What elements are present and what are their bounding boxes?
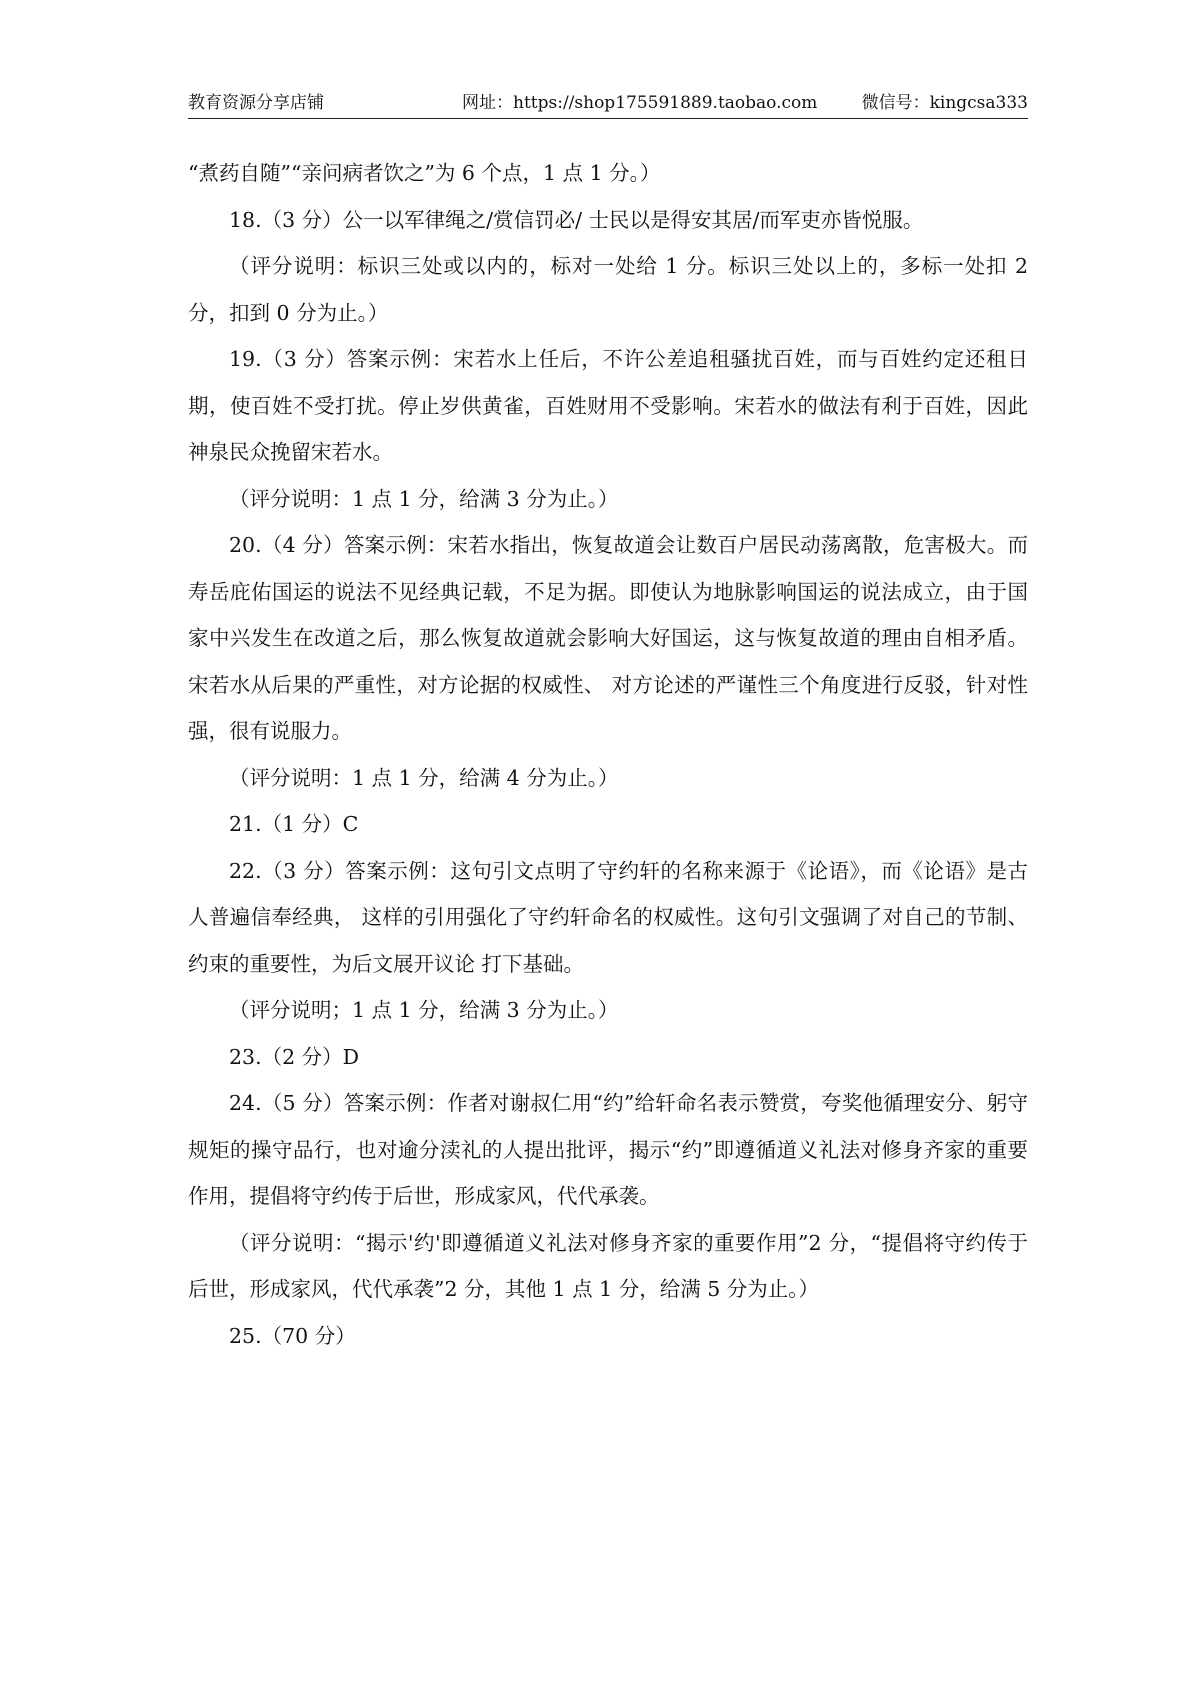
scoring-note-19: （评分说明：1 点 1 分，给满 3 分为止。） bbox=[229, 486, 619, 511]
scoring-note-18: （评分说明：标识三处或以内的，标对一处给 1 分。标识三处以上的，多标一处扣 2 分，扣到 0 分为止。） bbox=[188, 254, 1028, 325]
answer-24: 24.（5 分）答案示例：作者对谢叔仁用“约”给轩命名表示赞赏，夸奖他循理安分、躬守规矩的操守品行，也对逾分渎礼的人提出批评，揭示“约”即遵循道义礼法对修身齐家的重要作用，提倡将守约传于后世，形成家风，代代承袭。 bbox=[188, 1091, 1028, 1208]
answer-23: 23.（2 分）D bbox=[229, 1044, 360, 1069]
answer-19: 19.（3 分）答案示例：宋若水上任后，不许公差追租骚扰百姓，而与百姓约定还租日期，使百姓不受打扰。停止岁供黄雀，百姓财用不受影响。宋若水的做法有利于百姓，因此神泉民众挽留宋若水。 bbox=[188, 347, 1028, 464]
continuation-line: “煮药自随”“亲问病者饮之”为 6 个点，1 点 1 分。） bbox=[188, 161, 661, 185]
scoring-note-22: （评分说明；1 点 1 分，给满 3 分为止。） bbox=[229, 998, 619, 1022]
answer-22: 22.（3 分）答案示例：这句引文点明了守约轩的名称来源于《论语》，而《论语》是古人普遍信奉经典， 这样的引用强化了守约轩命名的权威性。这句引文强调了对自己的节制、约束的重要性，为后文展开议论 打下基础。 bbox=[188, 858, 1028, 976]
answer-25: 25.（70 分） bbox=[229, 1323, 356, 1348]
answer-21: 21.（1 分）C bbox=[229, 812, 359, 836]
scoring-note-20: （评分说明：1 点 1 分，给满 4 分为止。） bbox=[229, 765, 619, 790]
shop-name: 教育资源分享店铺 bbox=[188, 93, 324, 113]
shop-url: 网址：https://shop175591889.taobao.com bbox=[462, 93, 818, 113]
answer-20: 20.（4 分）答案示例：宋若水指出，恢复故道会让数百户居民动荡离散，危害极大。而寿岳庇佑国运的说法不见经典记载，不足为据。即使认为地脉影响国运的说法成立，由于国家中兴发生在改道之后，那么恢复故道就会影响大好国运，这与恢复故道的理由自相矛盾。宋若水从后果的严重性，对方论据的权威性、 对方论述的严谨性三个角度进行反驳，针对性强，很有说服力。 bbox=[188, 533, 1028, 743]
answer-18: 18.（3 分）公一以军律绳之/赏信罚必/ 士民以是得安其居/而军吏亦皆悦服。 bbox=[229, 207, 924, 232]
answer-content bbox=[188, 150, 1028, 1359]
wechat-id: 微信号：kingcsa333 bbox=[861, 93, 1028, 113]
page-header bbox=[188, 84, 1028, 119]
scoring-note-24: （评分说明：“揭示'约'即遵循道义礼法对修身齐家的重要作用”2 分，“提倡将守约传于后世，形成家风，代代承袭”2 分，其他 1 点 1 分，给满 5 分为止。） bbox=[188, 1230, 1028, 1301]
